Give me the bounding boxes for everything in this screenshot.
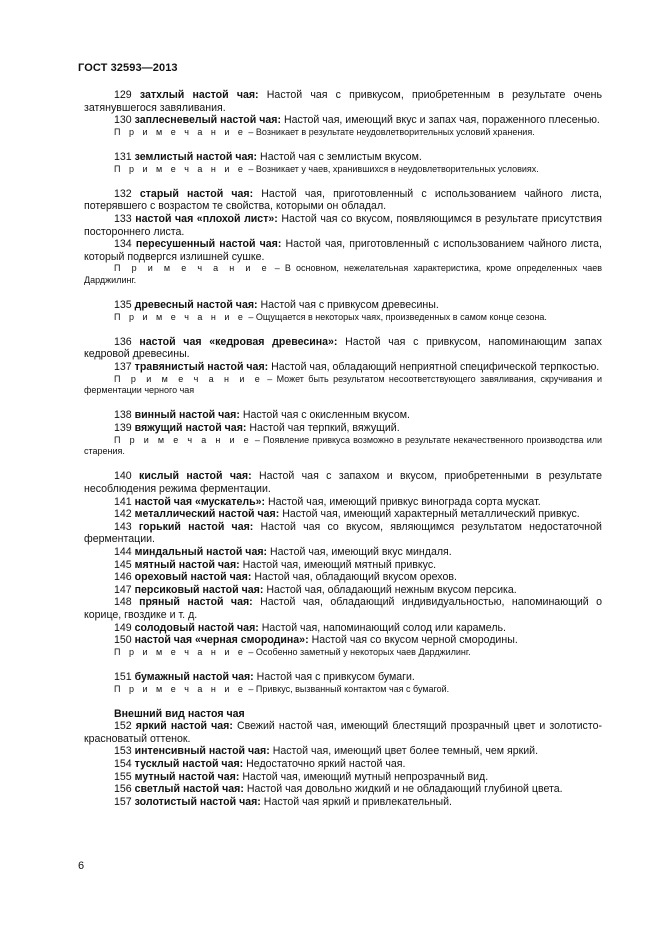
term-entry: 157 золотистый настой чая: Настой чая яркий и привлекательный. [114, 795, 452, 808]
page-number: 6 [78, 860, 85, 872]
term-entry: 132 старый настой чая: Настой чая, приготовленный с использованием чайного листа, потерявшего с возрастом те свойства, которыми он обладал. [84, 187, 602, 213]
term-entry: 138 винный настой чая: Настой чая с окисленным вкусом. [114, 409, 410, 422]
term-entry: 144 миндальный настой чая: Настой чая, имеющий вкус миндаля. [114, 545, 452, 558]
term-entry: 140 кислый настой чая: Настой чая с запахом и вкусом, приобретенными в результате несоблюдения режима ферментации. [84, 470, 603, 495]
term-entry: 150 настой чая «черная смородина»: Настой чая со вкусом черной смородины. [114, 634, 518, 647]
term-entry: 148 пряный настой чая: Настой чая, обладающий индивидуальностью, напоминающий о корице, гвоздике и т. д. [84, 596, 602, 621]
term-entry: 130 заплесневелый настой чая: Настой чая, имеющий вкус и запах чая, пораженного плесенью. [114, 114, 600, 127]
term-entry: 133 настой чая «плохой лист»: Настой чая со вкусом, появляющимся в результате присутствия постороннего листа. [84, 212, 602, 238]
term-entry: 131 землистый настой чая: Настой чая с землистым вкусом. [114, 150, 422, 163]
document-body [84, 89, 602, 808]
term-entry: 152 яркий настой чая: Свежий настой чая, имеющий блестящий прозрачный цвет и золотисто-красноватый оттенок. [84, 720, 603, 745]
term-entry: 145 мятный настой чая: Настой чая, имеющий мятный привкус. [114, 558, 437, 571]
term-entry: 135 древесный настой чая: Настой чая с привкусом древесины. [114, 299, 439, 312]
term-entry: 146 ореховый настой чая: Настой чая, обладающий вкусом орехов. [114, 571, 457, 584]
note: П р и м е ч а н и е – Возникает в результате неудовлетворительных условий хранения. [114, 126, 535, 137]
term-entry: 155 мутный настой чая: Настой чая, имеющий мутный непрозрачный вид. [114, 770, 489, 783]
term-entry: 139 вяжущий настой чая: Настой чая терпкий, вяжущий. [114, 422, 400, 435]
section-title: Внешний вид настоя чая [114, 707, 245, 720]
term-entry: 134 пересушенный настой чая: Настой чая, приготовленный с использованием чайного листа, который подвергся излишней сушке. [84, 238, 602, 263]
term-entry: 141 настой чая «мускатель»: Настой чая, имеющий привкус винограда сорта мускат. [114, 495, 541, 508]
note: П р и м е ч а н и е – Может быть результатом несоответствующего завяливания, скручивания и ферментации черного чая [84, 373, 602, 396]
note: П р и м е ч а н и е – Особенно заметный у некоторых чаев Дарджилинг. [114, 646, 471, 657]
note: П р и м е ч а н и е – Привкус, вызванный контактом чая с бумагой. [114, 683, 450, 694]
term-entry: 142 металлический настой чая: Настой чая, имеющий характерный металлический привкус. [114, 508, 580, 521]
term-entry: 151 бумажный настой чая: Настой чая с привкусом бумаги. [114, 670, 415, 683]
term-entry: 129 затхлый настой чая: Настой чая с привкусом, приобретенным в результате очень затянувшегося завяливания. [84, 89, 602, 114]
term-entry: 156 светлый настой чая: Настой чая довольно жидкий и не обладающий глубиной цвета. [114, 783, 563, 796]
note: П р и м е ч а н и е – Возникает у чаев, хранившихся в неудовлетворительных условиях. [114, 163, 539, 174]
note: П р и м е ч а н и е – Ощущается в некоторых чаях, произведенных в самом конце сезона. [114, 311, 547, 322]
term-entry: 154 тусклый настой чая: Недостаточно яркий настой чая. [114, 758, 406, 771]
term-entry: 153 интенсивный настой чая: Настой чая, имеющий цвет более темный, чем яркий. [114, 745, 539, 758]
term-entry: 147 персиковый настой чая: Настой чая, обладающий нежным вкусом персика. [114, 583, 517, 596]
note: П р и м е ч а н и е – В основном, нежелательная характеристика, кроме определенных чаев Дарджилинг. [84, 263, 602, 285]
standard-header: ГОСТ 32593—2013 [78, 62, 178, 74]
term-entry: 143 горький настой чая: Настой чая со вкусом, являющимся результатом недостаточной ферментации. [84, 520, 602, 546]
term-entry: 137 травянистый настой чая: Настой чая, обладающий неприятной специфической терпкостью. [114, 361, 600, 374]
term-entry: 149 солодовый настой чая: Настой чая, напоминающий солод или карамель. [114, 621, 506, 634]
note: П р и м е ч а н и е – Появление привкуса возможно в результате некачественного производства или старения. [84, 434, 602, 457]
term-entry: 136 настой чая «кедровая древесина»: Настой чая с привкусом, напоминающим запах кедровой древесины. [84, 335, 602, 361]
